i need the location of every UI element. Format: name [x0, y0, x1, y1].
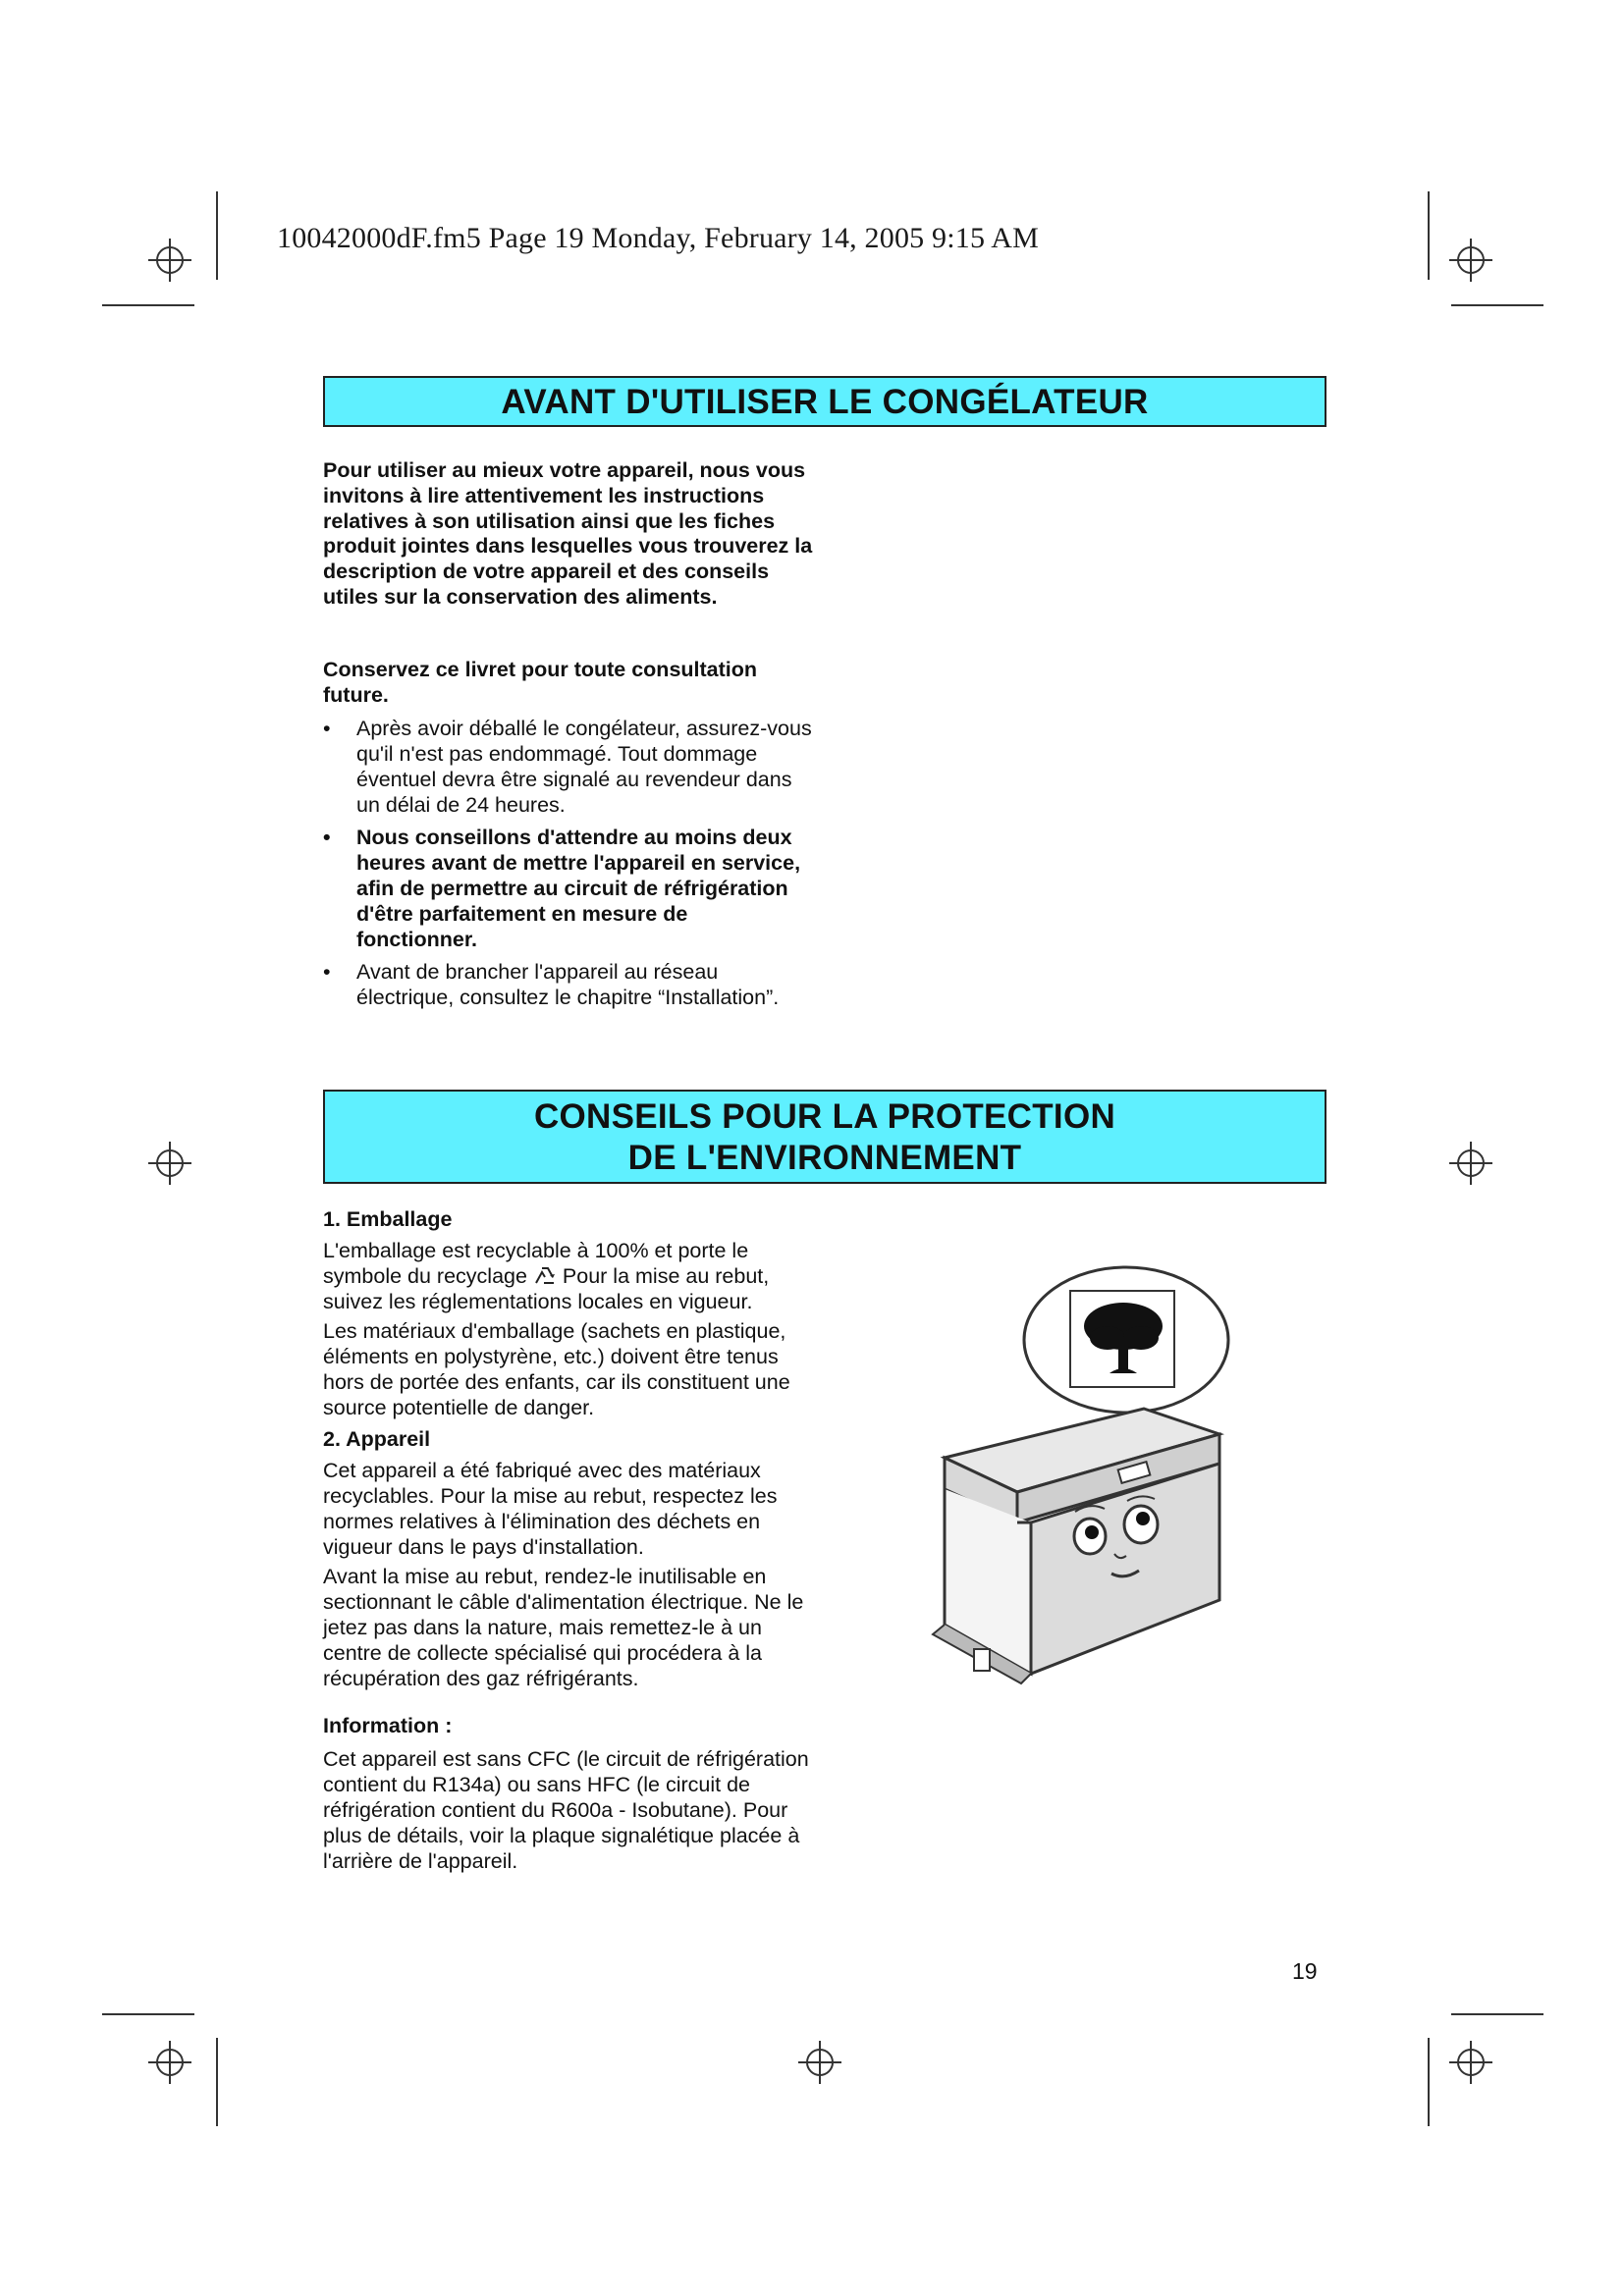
appliance-heading: 2. Appareil	[323, 1427, 431, 1451]
registration-mark-icon	[148, 1142, 191, 1185]
registration-mark-icon	[148, 239, 191, 282]
list-item	[323, 825, 814, 952]
list-item-text: Après avoir déballé le congélateur, assurez-vous qu'il n'est pas endommagé. Tout dommage éventuel devra être signalé au revendeur dans un délai de 24 heures.	[356, 717, 812, 817]
keep-booklet-note	[323, 657, 814, 708]
intro-paragraph	[323, 458, 814, 611]
information-paragraph: Cet appareil est sans CFC (le circuit de réfrigération contient du R134a) ou sans HFC (le circuit de réfrigération contient du R600a - Isobutane). Pour plus de détails, voir la plaque signalétique placée à l'arrière de l'appareil.	[323, 1747, 809, 1873]
keep-note-text: Conservez ce livret pour toute consultation future.	[323, 658, 758, 707]
list-item-text: Avant de brancher l'appareil au réseau électrique, consultez le chapitre “Installation”.	[356, 960, 780, 1009]
crop-mark-top-left-h	[102, 304, 194, 306]
bullet-marker: •	[323, 826, 331, 849]
list-item	[323, 959, 814, 1010]
information-heading: Information :	[323, 1714, 453, 1737]
appliance-paragraph-2: Avant la mise au rebut, rendez-le inutilisable en sectionnant le câble d'alimentation électrique. Ne le jetez pas dans la nature, mais remettez-le à un centre de collecte spécialisé qui procédera à la récupération des gaz réfrigérants.	[323, 1565, 804, 1690]
crop-mark-top-left-v	[216, 191, 218, 280]
section-title-before-use: AVANT D'UTILISER LE CONGÉLATEUR	[323, 376, 1326, 427]
section-title-line-2: DE L'ENVIRONNEMENT	[627, 1139, 1022, 1177]
packaging-heading: 1. Emballage	[323, 1207, 453, 1231]
environment-text	[323, 1206, 814, 1874]
registration-mark-icon	[1449, 2041, 1492, 2084]
registration-mark-icon	[1449, 1142, 1492, 1185]
registration-mark-icon	[148, 2041, 191, 2084]
section-title-environment	[323, 1090, 1326, 1184]
crop-mark-bottom-right-h	[1451, 2013, 1543, 2015]
list-item-text: Nous conseillons d'attendre au moins deux heures avant de mettre l'appareil en service, afin de permettre au circuit de réfrigération d'être parfaitement en mesure de fonctionner.	[356, 826, 801, 951]
precautions-list	[323, 716, 814, 1017]
intro-text: Pour utiliser au mieux votre appareil, nous vous invitons à lire attentivement les instructions relatives à son utilisation ainsi que les fiches produit jointes dans lesquelles vous trouverez la description de votre appareil et des conseils utiles sur la conservation des aliments.	[323, 458, 813, 609]
page-number: 19	[1292, 1958, 1318, 1984]
registration-mark-icon	[1449, 239, 1492, 282]
recycle-icon	[533, 1264, 557, 1286]
crop-mark-top-right-v	[1428, 191, 1430, 280]
packaging-paragraph-2: Les matériaux d'emballage (sachets en plastique, éléments en polystyrène, etc.) doivent être tenus hors de portée des enfants, car ils constituent une source potentielle de danger.	[323, 1319, 790, 1419]
list-item	[323, 716, 814, 818]
chest-freezer-illustration	[923, 1261, 1237, 1703]
section-title-line-1: CONSEILS POUR LA PROTECTION	[533, 1097, 1116, 1136]
registration-mark-icon	[798, 2041, 841, 2084]
crop-mark-top-right-h	[1451, 304, 1543, 306]
appliance-paragraph-1: Cet appareil a été fabriqué avec des matériaux recyclables. Pour la mise au rebut, respectez les normes relatives à l'élimination des déchets en vigueur dans le pays d'installation.	[323, 1459, 778, 1559]
packaging-p1-end: Pour la mise au rebut, suivez les réglementations locales en vigueur.	[323, 1264, 770, 1313]
crop-mark-bottom-left-h	[102, 2013, 194, 2015]
crop-mark-bottom-right-v	[1428, 2038, 1430, 2126]
crop-mark-bottom-left-v	[216, 2038, 218, 2126]
bullet-marker: •	[323, 717, 331, 740]
bullet-marker: •	[323, 960, 331, 984]
packaging-p1-start: L'emballage est recyclable à 100% et porte le symbole du recyclage	[323, 1239, 749, 1288]
file-header: 10042000dF.fm5 Page 19 Monday, February 14, 2005 9:15 AM	[277, 222, 1039, 254]
packaging-paragraph-1	[323, 1238, 814, 1314]
